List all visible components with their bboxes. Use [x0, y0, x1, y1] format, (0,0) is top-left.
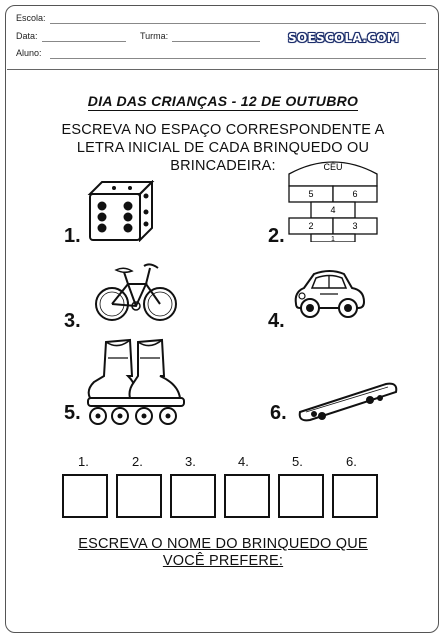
- item-number-2: 2.: [268, 225, 285, 247]
- answer-label-5: 5.: [292, 454, 303, 469]
- student-label: Aluno:: [16, 48, 42, 58]
- answer-label-6: 6.: [346, 454, 357, 469]
- answer-label-2: 2.: [132, 454, 143, 469]
- hopscotch-cell-label: 5: [308, 189, 314, 199]
- class-label: Turma:: [140, 31, 169, 41]
- answer-box-5[interactable]: [278, 474, 324, 518]
- student-field[interactable]: [50, 58, 426, 59]
- school-field[interactable]: [50, 23, 426, 24]
- item-number-5: 5.: [64, 402, 81, 424]
- item-number-6: 6.: [270, 402, 287, 424]
- hopscotch-cell-label: 6: [352, 189, 358, 199]
- skateboard-icon: [294, 378, 400, 424]
- answer-label-4: 4.: [238, 454, 249, 469]
- hopscotch-cell-label: 4: [330, 205, 336, 215]
- date-label: Data:: [16, 31, 38, 41]
- header-divider: [7, 69, 439, 70]
- page-title: DIA DAS CRIANÇAS - 12 DE OUTUBRO: [87, 93, 359, 109]
- school-label: Escola:: [16, 13, 46, 23]
- answer-box-6[interactable]: [332, 474, 378, 518]
- item-number-1: 1.: [64, 225, 81, 247]
- item-number-3: 3.: [64, 310, 81, 332]
- answer-label-3: 3.: [185, 454, 196, 469]
- brand-logo: SOESCOLA.COM: [288, 31, 399, 45]
- date-field[interactable]: [42, 41, 126, 42]
- class-field[interactable]: [172, 41, 260, 42]
- answer-box-1[interactable]: [62, 474, 108, 518]
- item-number-4: 4.: [268, 310, 285, 332]
- answer-box-2[interactable]: [116, 474, 162, 518]
- roller-skates-icon: [82, 336, 188, 428]
- answer-box-3[interactable]: [170, 474, 216, 518]
- bicycle-icon: [94, 254, 180, 328]
- answer-box-4[interactable]: [224, 474, 270, 518]
- instruction: ESCREVA NO ESPAÇO CORRESPONDENTE A LETRA INICIAL DE CADA BRINQUEDO OU BRINCADEIRA:: [61, 122, 385, 174]
- answer-label-1: 1.: [78, 454, 89, 469]
- dice-icon: [86, 180, 156, 242]
- favorite-toy-question: ESCREVA O NOME DO BRINQUEDO QUE VOCÊ PREFERE:: [78, 536, 368, 569]
- hopscotch-cell-label: 1: [331, 236, 335, 242]
- toy-car-icon: [290, 266, 368, 322]
- hopscotch-icon: [286, 156, 380, 242]
- hopscotch-ceu-label: CÉU: [323, 162, 343, 172]
- hopscotch-cell-label: 3: [352, 221, 358, 231]
- hopscotch-cell-label: 2: [308, 221, 314, 231]
